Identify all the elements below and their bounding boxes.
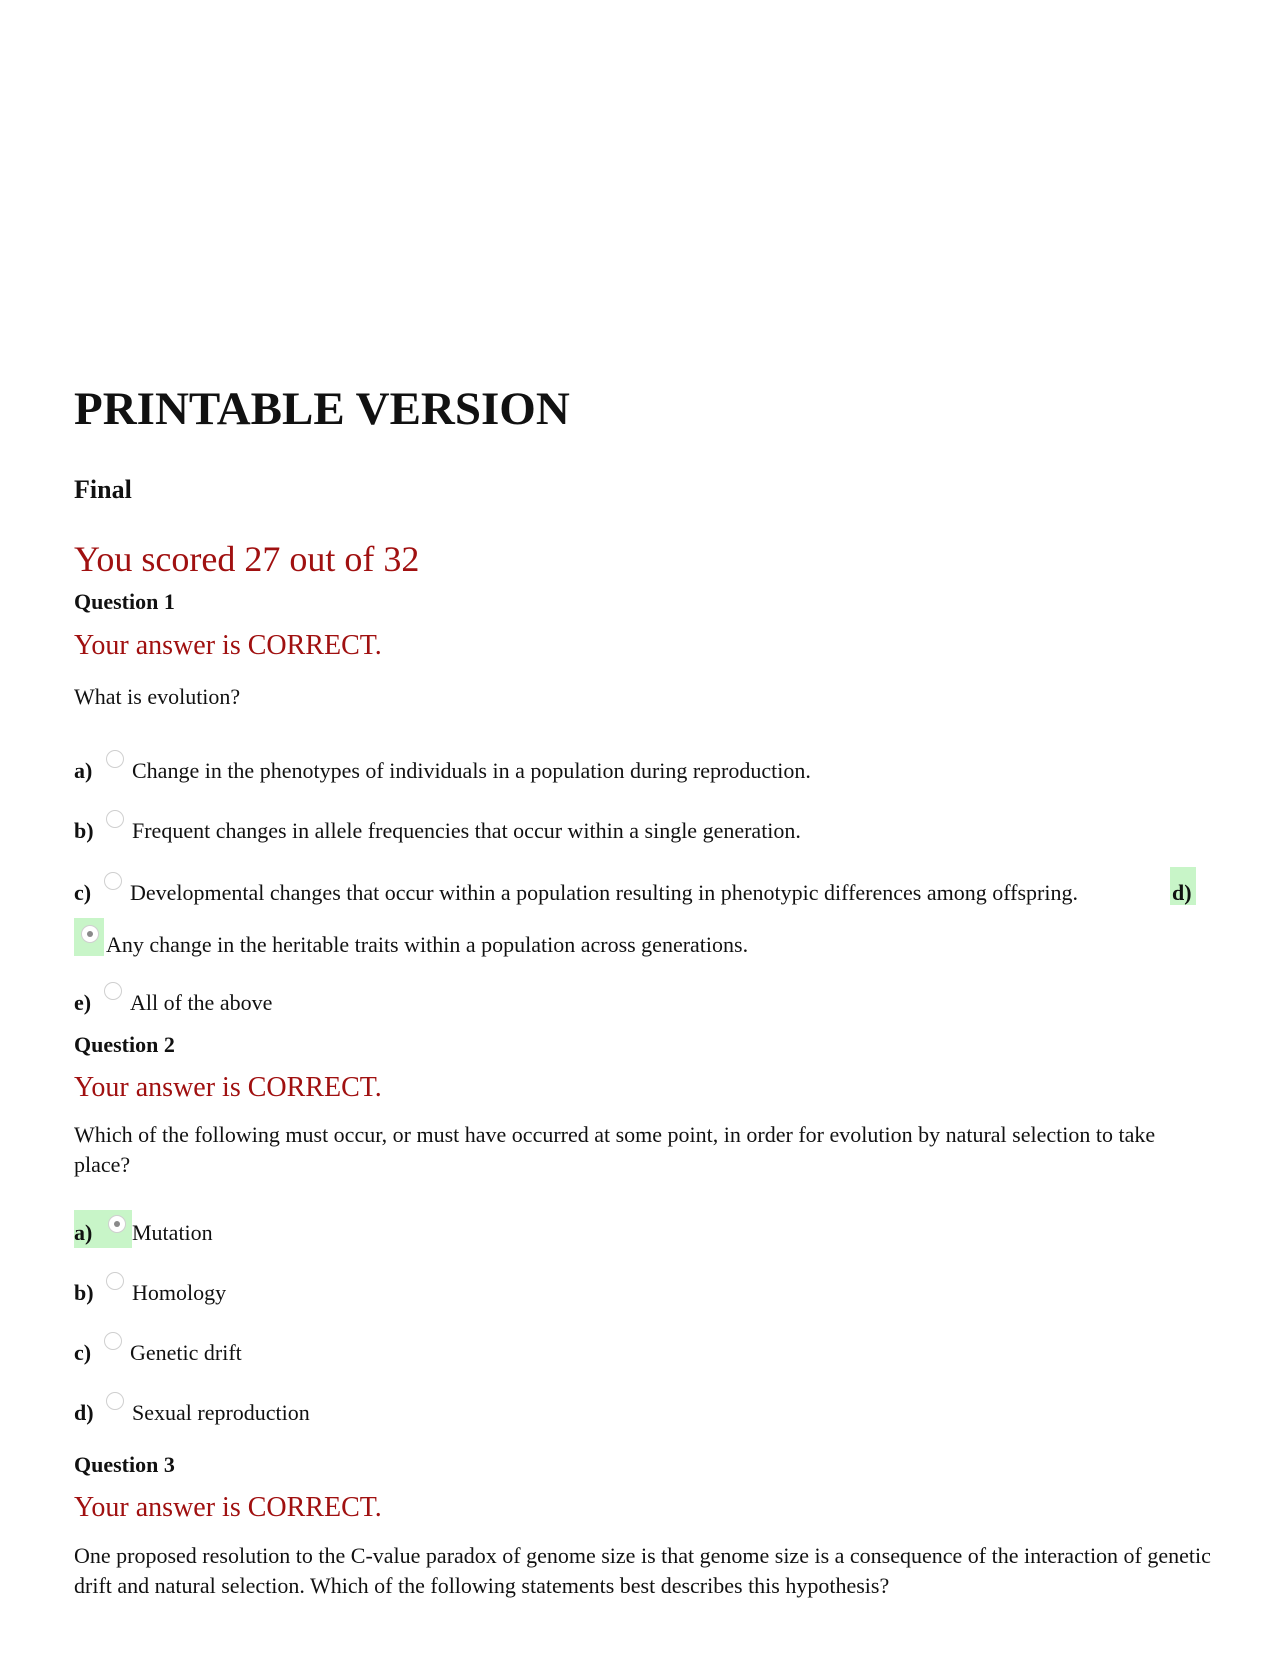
- q2-option-c-letter: c): [74, 1340, 92, 1365]
- question-3-label: Question 3: [74, 1452, 175, 1477]
- q2-option-d-text: Sexual reproduction: [132, 1400, 310, 1425]
- q2-option-c-radio[interactable]: [104, 1332, 122, 1350]
- q1-option-b-radio[interactable]: [106, 810, 124, 828]
- q1-option-b-letter: b): [74, 818, 94, 843]
- q1-option-d-radio[interactable]: [81, 925, 99, 943]
- q2-option-a-radio[interactable]: [108, 1215, 126, 1233]
- quiz-name: Final: [74, 475, 132, 504]
- q2-option-c-text: Genetic drift: [130, 1340, 242, 1365]
- q1-option-a-letter: a): [74, 758, 93, 783]
- q2-option-b-letter: b): [74, 1280, 94, 1305]
- q2-option-d-radio[interactable]: [106, 1392, 124, 1410]
- score-summary: You scored 27 out of 32: [74, 539, 420, 579]
- q1-option-e-text: All of the above: [130, 990, 273, 1015]
- q1-option-d-letter: d): [1172, 880, 1192, 905]
- q1-option-b-text: Frequent changes in allele frequencies that occur within a single generation.: [132, 818, 801, 843]
- q2-option-b-radio[interactable]: [106, 1272, 124, 1290]
- question-2-label: Question 2: [74, 1032, 175, 1057]
- q2-option-a-letter: a): [74, 1220, 93, 1245]
- question-3-verdict: Your answer is CORRECT.: [74, 1492, 382, 1523]
- question-2-verdict: Your answer is CORRECT.: [74, 1072, 382, 1103]
- question-1-label: Question 1: [74, 589, 175, 614]
- question-1-text: What is evolution?: [74, 684, 241, 709]
- q2-option-d-letter: d): [74, 1400, 94, 1425]
- q1-option-e-radio[interactable]: [104, 982, 122, 1000]
- q2-option-b-text: Homology: [132, 1280, 227, 1305]
- page-title: PRINTABLE VERSION: [74, 383, 570, 435]
- question-3-text: One proposed resolution to the C-value paradox of genome size is that genome size is a consequence of the interaction of genetic drift and natural selection. Which of the following statements best describes this hypothesis?: [74, 1543, 1211, 1598]
- q1-option-c-text: Developmental changes that occur within a population resulting in phenotypic differences among offspring.: [130, 880, 1078, 905]
- q1-option-d-text: Any change in the heritable traits within a population across generations.: [106, 932, 749, 957]
- q1-option-a-radio[interactable]: [106, 750, 124, 768]
- q1-option-a-text: Change in the phenotypes of individuals in a population during reproduction.: [132, 758, 811, 783]
- q1-option-e-letter: e): [74, 990, 92, 1015]
- question-2-text: Which of the following must occur, or must have occurred at some point, in order for evolution by natural selection to take place?: [74, 1122, 1156, 1177]
- q1-option-c-radio[interactable]: [104, 872, 122, 890]
- q1-option-c-letter: c): [74, 880, 92, 905]
- question-1-verdict: Your answer is CORRECT.: [74, 630, 382, 661]
- q2-option-a-text: Mutation: [132, 1220, 213, 1245]
